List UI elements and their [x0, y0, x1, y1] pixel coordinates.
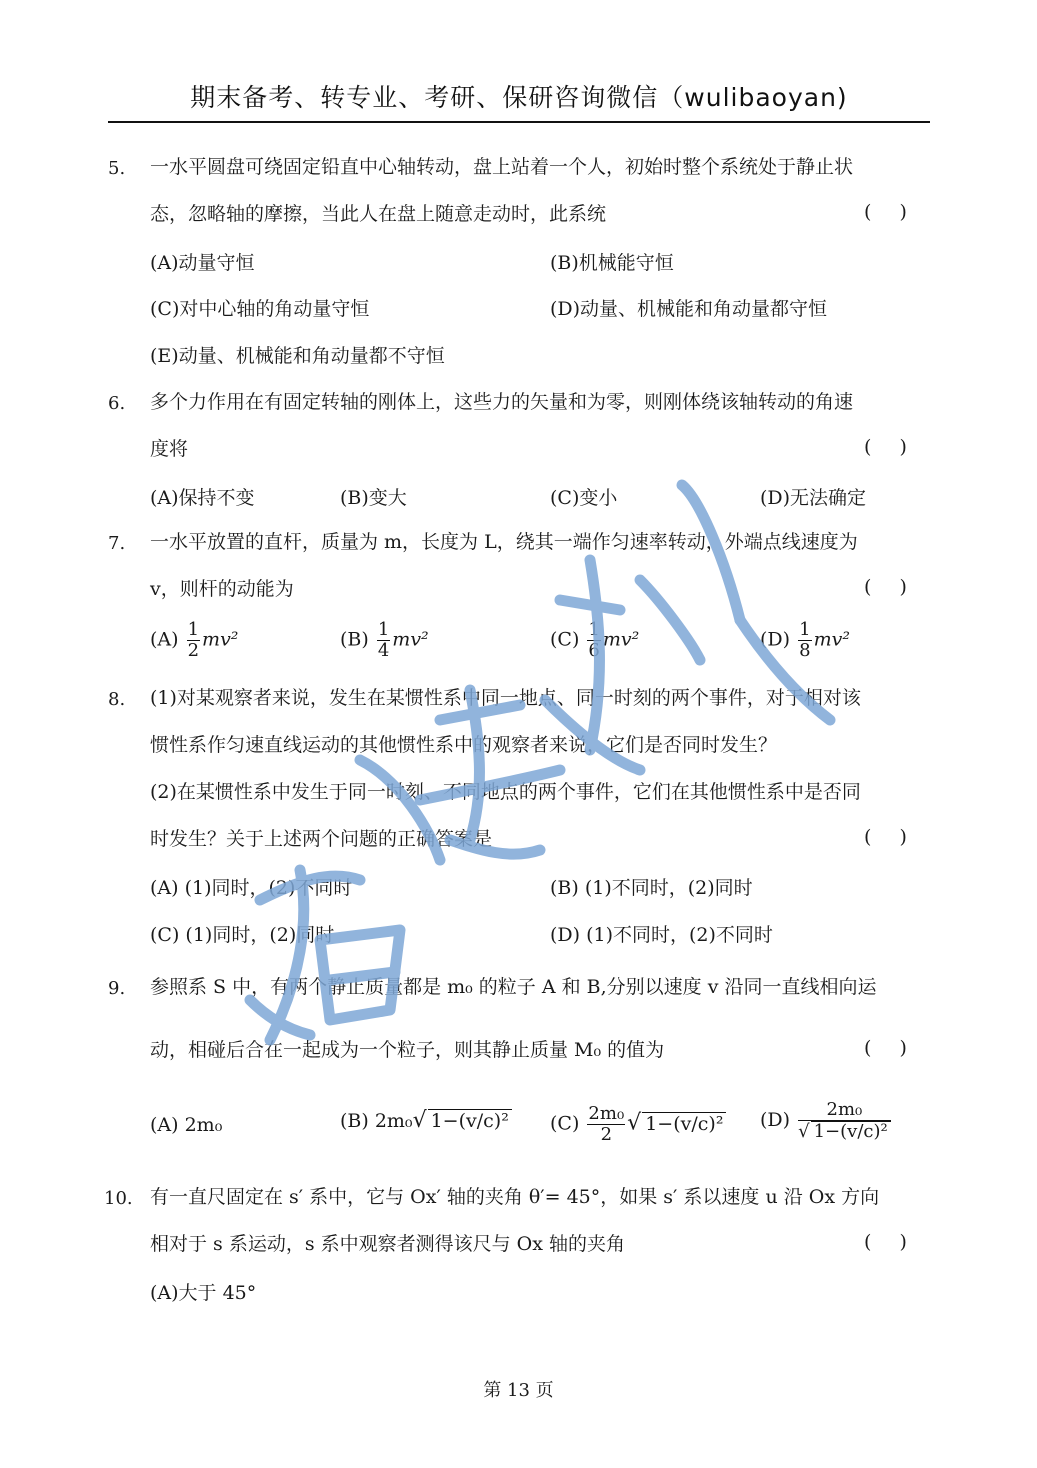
q7-option-a-numerator: 1 — [187, 619, 200, 640]
q7-option-d-label: (D) — [760, 628, 791, 651]
q7-option-c — [550, 620, 639, 661]
q10-number: 10. — [104, 1188, 133, 1209]
q9-option-b — [340, 1108, 512, 1133]
q6-stem-line2: 度将 — [150, 438, 189, 460]
q7-stem-line1: 一水平放置的直杆，质量为 m，长度为 L，绕其一端作匀速率转动，外端点线速度为 — [150, 531, 858, 553]
q5-option-c: (C)对中心轴的角动量守恒 — [150, 298, 370, 320]
q7-stem-line2: v，则杆的动能为 — [150, 578, 294, 600]
q7-option-a-expr: mv² — [202, 628, 239, 651]
q9-option-d-label: (D) — [760, 1109, 791, 1131]
page-number: 第 13 页 — [483, 1380, 554, 1401]
q9-option-c-label: (C) — [550, 1112, 580, 1135]
q9-option-d-numerator: 2m₀ — [798, 1100, 891, 1121]
q9-option-c-numerator: 2m₀ — [588, 1103, 625, 1124]
q7-option-a — [150, 620, 238, 661]
q6-number: 6. — [108, 393, 126, 414]
q7-option-c-denominator: 6 — [588, 640, 600, 661]
q9-option-c-sqrt-icon: √ — [627, 1110, 642, 1136]
q8-option-c: (C) (1)同时，(2)同时 — [150, 924, 335, 946]
q9-option-d-sqrt-icon: √ — [798, 1121, 810, 1142]
page-header-title: 期末备考、转专业、考研、保研咨询微信（wulibaoyan) — [190, 83, 848, 112]
q6-answer-blank: ( ) — [864, 436, 907, 458]
q10-option-a: (A)大于 45° — [150, 1282, 257, 1304]
q7-option-c-label: (C) — [550, 628, 580, 651]
q9-option-d-radicand: 1−(v/c)² — [811, 1121, 891, 1142]
q6-option-a: (A)保持不变 — [150, 487, 255, 509]
q7-answer-blank: ( ) — [864, 576, 907, 598]
q9-number: 9. — [108, 978, 126, 999]
q5-answer-blank: ( ) — [864, 201, 907, 223]
q9-answer-blank: ( ) — [864, 1037, 907, 1059]
q5-stem-line1: 一水平圆盘可绕固定铅直中心轴转动，盘上站着一个人，初始时整个系统处于静止状 — [150, 156, 854, 178]
q8-option-d: (D) (1)不同时，(2)不同时 — [550, 924, 773, 946]
q10-stem-line1: 有一直尺固定在 s′ 系中，它与 Ox′ 轴的夹角 θ′= 45°，如果 s′ 系以速度 u 沿 Ox 方向 — [150, 1186, 880, 1208]
q8-option-b: (B) (1)不同时，(2)同时 — [550, 877, 753, 899]
q9-stem-line1: 参照系 S 中，有两个静止质量都是 m₀ 的粒子 A 和 B,分别以速度 v 沿同一直线相向运 — [150, 976, 877, 998]
q9-option-c — [550, 1104, 726, 1145]
q9-option-c-radicand: 1−(v/c)² — [642, 1112, 726, 1135]
q7-option-d-fraction — [798, 620, 811, 661]
q9-stem-line2: 动，相碰后合在一起成为一个粒子，则其静止质量 M₀ 的值为 — [150, 1039, 665, 1061]
q10-stem-line2: 相对于 s 系运动，s 系中观察者测得该尺与 Ox 轴的夹角 — [150, 1233, 625, 1255]
q6-stem-line1: 多个力作用在有固定转轴的刚体上，这些力的矢量和为零，则刚体绕该轴转动的角速 — [150, 391, 854, 413]
q7-option-b-expr: mv² — [392, 628, 429, 651]
q9-option-c-denominator: 2 — [600, 1124, 613, 1145]
q7-option-b-denominator: 4 — [377, 640, 390, 661]
q7-option-b — [340, 620, 429, 661]
q6-option-d: (D)无法确定 — [760, 487, 867, 509]
q7-number: 7. — [108, 533, 126, 554]
q5-stem-line2: 态，忽略轴的摩擦，当此人在盘上随意走动时，此系统 — [150, 203, 607, 225]
q8-stem-line4: 时发生？关于上述两个问题的正确答案是 — [150, 828, 493, 850]
q8-stem-line2: 惯性系作匀速直线运动的其他惯性系中的观察者来说，它们是否同时发生？ — [150, 734, 778, 756]
q8-number: 8. — [108, 689, 126, 710]
q6-option-b: (B)变大 — [340, 487, 407, 509]
q9-option-b-sqrt-icon: √ — [412, 1108, 427, 1133]
q7-option-a-label: (A) — [150, 628, 179, 651]
q8-option-a: (A) (1)同时，(2)不同时 — [150, 877, 353, 899]
q5-option-d: (D)动量、机械能和角动量都守恒 — [550, 298, 828, 320]
q7-option-b-label: (B) — [340, 628, 369, 651]
q9-option-b-radicand: 1−(v/c)² — [428, 1109, 512, 1132]
q5-number: 5. — [108, 158, 126, 179]
header-divider — [108, 121, 930, 123]
q10-answer-blank: ( ) — [864, 1231, 907, 1253]
q7-option-a-denominator: 2 — [187, 640, 200, 661]
q8-stem-line1: (1)对某观察者来说，发生在某惯性系中同一地点、同一时刻的两个事件，对于相对该 — [150, 687, 861, 709]
q9-option-d-fraction — [798, 1100, 891, 1142]
q7-option-d-denominator: 8 — [799, 640, 811, 661]
q7-option-c-fraction — [587, 620, 600, 661]
q9-option-a: (A) 2m₀ — [150, 1114, 223, 1136]
q9-option-b-label: (B) 2m₀ — [340, 1110, 413, 1132]
q7-option-a-fraction — [187, 620, 200, 661]
q7-option-c-expr: mv² — [602, 628, 640, 651]
q8-stem-line3: (2)在某惯性系中发生于同一时刻、不同地点的两个事件，它们在其他惯性系中是否同 — [150, 781, 861, 803]
q9-option-c-fraction — [587, 1104, 625, 1145]
q9-option-d — [760, 1100, 893, 1142]
q7-option-b-numerator: 1 — [377, 619, 390, 640]
q5-option-e: (E)动量、机械能和角动量都不守恒 — [150, 345, 445, 367]
q9-option-d-denominator — [798, 1121, 891, 1142]
q7-option-d-expr: mv² — [813, 628, 850, 651]
q7-option-d-numerator: 1 — [799, 619, 811, 640]
q5-option-a: (A)动量守恒 — [150, 252, 255, 274]
q5-option-b: (B)机械能守恒 — [550, 252, 674, 274]
q8-answer-blank: ( ) — [864, 826, 907, 848]
q7-option-d — [760, 620, 850, 661]
q6-option-c: (C)变小 — [550, 487, 618, 509]
q7-option-c-numerator: 1 — [588, 619, 600, 640]
q7-option-b-fraction — [377, 620, 390, 661]
